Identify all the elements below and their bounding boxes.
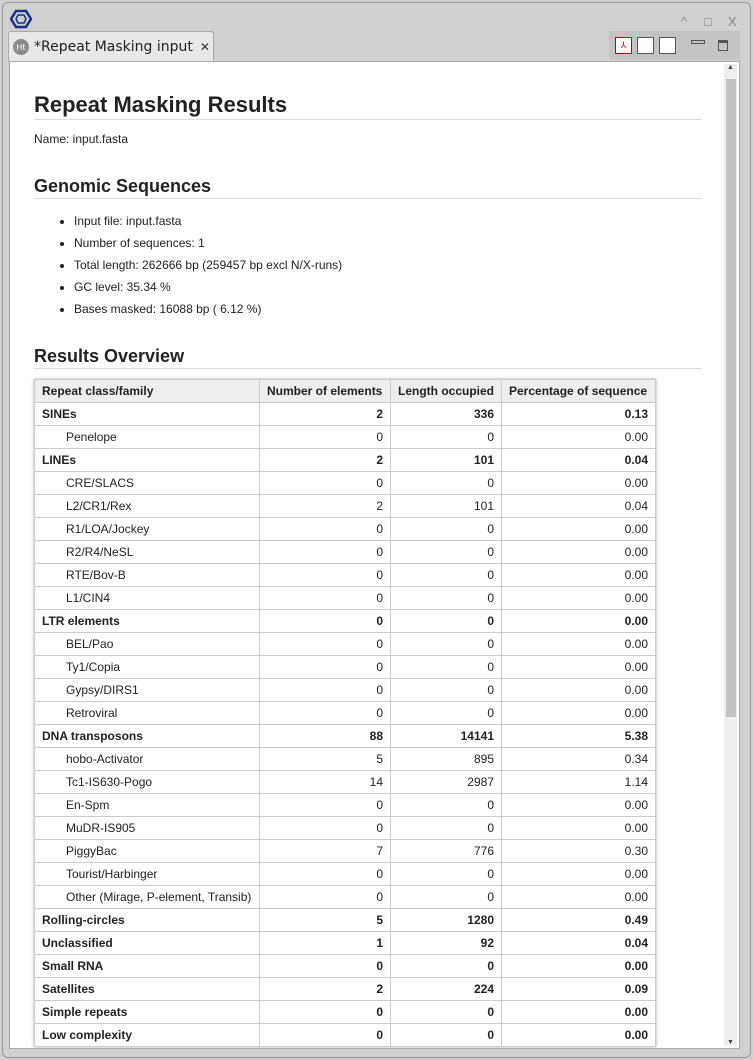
- table-row: [35, 541, 656, 564]
- repeat-class-cell: Low complexity: [35, 1024, 260, 1047]
- percentage-cell: 5.38: [502, 725, 656, 748]
- repeat-class-cell: CRE/SLACS: [35, 472, 260, 495]
- vertical-scrollbar[interactable]: [724, 64, 737, 1046]
- elements-cell: 0: [260, 518, 391, 541]
- length-cell: 0: [391, 587, 502, 610]
- table-row: [35, 564, 656, 587]
- repeat-class-cell: R2/R4/NeSL: [35, 541, 260, 564]
- elements-cell: 0: [260, 587, 391, 610]
- table-row: [35, 771, 656, 794]
- scrollbar-thumb[interactable]: [726, 79, 736, 717]
- elements-cell: 5: [260, 748, 391, 771]
- elements-cell: 0: [260, 472, 391, 495]
- elements-cell: 7: [260, 840, 391, 863]
- repeat-class-cell: Retroviral: [35, 702, 260, 725]
- elements-cell: 0: [260, 794, 391, 817]
- percentage-cell: 0.00: [502, 541, 656, 564]
- length-cell: 101: [391, 495, 502, 518]
- repeat-class-cell: Rolling-circles: [35, 909, 260, 932]
- elements-cell: 0: [260, 656, 391, 679]
- table-row: [35, 886, 656, 909]
- table-row: [35, 518, 656, 541]
- percentage-cell: 0.04: [502, 932, 656, 955]
- table-row: [35, 748, 656, 771]
- percentage-cell: 0.00: [502, 886, 656, 909]
- length-cell: 0: [391, 679, 502, 702]
- close-tab-icon[interactable]: ✕: [199, 40, 210, 54]
- length-cell: 0: [391, 702, 502, 725]
- table-row: [35, 495, 656, 518]
- table-row: [35, 725, 656, 748]
- elements-cell: 0: [260, 426, 391, 449]
- percentage-cell: 0.04: [502, 449, 656, 472]
- column-header: Length occupied: [391, 380, 502, 403]
- length-cell: 895: [391, 748, 502, 771]
- list-item: • Bases masked: 16088 bp ( 6.12 %): [74, 302, 702, 324]
- elements-cell: 2: [260, 495, 391, 518]
- repeat-class-cell: R1/LOA/Jockey: [35, 518, 260, 541]
- tab-title: *Repeat Masking input: [34, 39, 193, 55]
- percentage-cell: 0.00: [502, 679, 656, 702]
- elements-cell: 0: [260, 679, 391, 702]
- elements-cell: 88: [260, 725, 391, 748]
- table-row: [35, 587, 656, 610]
- report-view: [9, 61, 740, 1049]
- length-cell: 0: [391, 541, 502, 564]
- percentage-cell: 0.00: [502, 426, 656, 449]
- elements-cell: 0: [260, 564, 391, 587]
- length-cell: 0: [391, 656, 502, 679]
- length-cell: 0: [391, 426, 502, 449]
- page-title: Repeat Masking Results: [34, 92, 702, 120]
- close-window-button[interactable]: X: [728, 14, 737, 29]
- repeat-class-cell: L1/CIN4: [35, 587, 260, 610]
- table-row: [35, 863, 656, 886]
- repeat-class-cell: Tourist/Harbinger: [35, 863, 260, 886]
- repeat-class-cell: LTR elements: [35, 610, 260, 633]
- repeat-class-cell: Unclassified: [35, 932, 260, 955]
- repeat-class-cell: Satellites: [35, 978, 260, 1001]
- table-row: [35, 794, 656, 817]
- length-cell: 0: [391, 472, 502, 495]
- table-row: [35, 679, 656, 702]
- repeat-class-cell: L2/CR1/Rex: [35, 495, 260, 518]
- length-cell: 0: [391, 564, 502, 587]
- table-row: [35, 932, 656, 955]
- elements-cell: 2: [260, 403, 391, 426]
- elements-cell: 2: [260, 978, 391, 1001]
- length-cell: 1280: [391, 909, 502, 932]
- overview-heading: Results Overview: [34, 346, 702, 369]
- elements-cell: 0: [260, 955, 391, 978]
- percentage-cell: 0.00: [502, 794, 656, 817]
- table-row: [35, 817, 656, 840]
- percentage-cell: 0.30: [502, 840, 656, 863]
- minimize-icon[interactable]: [691, 40, 705, 44]
- list-item: • Total length: 262666 bp (259457 bp excl N/X-runs): [74, 258, 702, 280]
- table-row: [35, 702, 656, 725]
- repeat-class-cell: LINEs: [35, 449, 260, 472]
- repeat-class-cell: Tc1-IS630-Pogo: [35, 771, 260, 794]
- repeat-class-cell: RTE/Bov-B: [35, 564, 260, 587]
- repeat-class-cell: Other (Mirage, P-element, Transib): [35, 886, 260, 909]
- maximize-icon[interactable]: [718, 40, 728, 51]
- repeat-class-cell: SINEs: [35, 403, 260, 426]
- repeat-class-cell: En-Spm: [35, 794, 260, 817]
- name-line: Name: input.fasta: [34, 132, 129, 146]
- length-cell: 336: [391, 403, 502, 426]
- percentage-cell: 0.00: [502, 955, 656, 978]
- length-cell: 0: [391, 817, 502, 840]
- length-cell: 14141: [391, 725, 502, 748]
- editor-toolbar: [609, 31, 740, 60]
- elements-cell: 0: [260, 702, 391, 725]
- percentage-cell: 0.00: [502, 817, 656, 840]
- length-cell: 92: [391, 932, 502, 955]
- percentage-cell: 0.49: [502, 909, 656, 932]
- table-row: [35, 472, 656, 495]
- percentage-cell: 0.00: [502, 610, 656, 633]
- elements-cell: 0: [260, 1001, 391, 1024]
- elements-cell: 0: [260, 817, 391, 840]
- list-item: • GC level: 35.34 %: [74, 280, 702, 302]
- length-cell: 0: [391, 886, 502, 909]
- repeat-class-cell: MuDR-IS905: [35, 817, 260, 840]
- table-row: [35, 610, 656, 633]
- table-row: [35, 1024, 656, 1047]
- table-row: [35, 633, 656, 656]
- genomic-list: [74, 214, 702, 324]
- repeat-class-cell: Gypsy/DIRS1: [35, 679, 260, 702]
- repeat-class-cell: Penelope: [35, 426, 260, 449]
- length-cell: 0: [391, 518, 502, 541]
- column-header: Number of elements: [260, 380, 391, 403]
- elements-cell: 14: [260, 771, 391, 794]
- table-row: [35, 955, 656, 978]
- maximize-window-button[interactable]: □: [704, 14, 712, 29]
- app-logo-icon: [10, 9, 32, 29]
- percentage-cell: 0.04: [502, 495, 656, 518]
- elements-cell: 0: [260, 886, 391, 909]
- repeat-class-cell: PiggyBac: [35, 840, 260, 863]
- percentage-cell: 0.00: [502, 1024, 656, 1047]
- repeat-class-cell: Ty1/Copia: [35, 656, 260, 679]
- percentage-cell: 0.00: [502, 587, 656, 610]
- column-header: Percentage of sequence: [502, 380, 656, 403]
- table-row: [35, 840, 656, 863]
- scroll-up-icon[interactable]: ▲: [727, 64, 734, 71]
- percentage-cell: 0.09: [502, 978, 656, 1001]
- percentage-cell: 0.13: [502, 403, 656, 426]
- length-cell: 0: [391, 1024, 502, 1047]
- results-table: [34, 379, 656, 1047]
- repeat-class-cell: Simple repeats: [35, 1001, 260, 1024]
- list-item: • Number of sequences: 1: [74, 236, 702, 258]
- percentage-cell: 0.00: [502, 472, 656, 495]
- percentage-cell: 0.00: [502, 1001, 656, 1024]
- elements-cell: 1: [260, 932, 391, 955]
- percentage-cell: 0.00: [502, 564, 656, 587]
- repeat-class-cell: DNA transposons: [35, 725, 260, 748]
- table-row: [35, 656, 656, 679]
- elements-cell: 0: [260, 610, 391, 633]
- table-row: [35, 426, 656, 449]
- length-cell: 101: [391, 449, 502, 472]
- length-cell: 0: [391, 794, 502, 817]
- percentage-cell: 0.00: [502, 656, 656, 679]
- percentage-cell: 0.00: [502, 863, 656, 886]
- elements-cell: 0: [260, 633, 391, 656]
- repeat-class-cell: Small RNA: [35, 955, 260, 978]
- tab-repeat-masking-input[interactable]: [8, 31, 214, 62]
- elements-cell: 5: [260, 909, 391, 932]
- table-row: [35, 403, 656, 426]
- column-header: Repeat class/family: [35, 380, 260, 403]
- pdf-export-icon[interactable]: ⅄: [615, 37, 632, 54]
- save-icon[interactable]: [637, 37, 654, 54]
- length-cell: 0: [391, 863, 502, 886]
- percentage-cell: 0.00: [502, 518, 656, 541]
- collapse-window-button[interactable]: ^: [681, 14, 688, 29]
- percentage-cell: 0.00: [502, 633, 656, 656]
- length-cell: 776: [391, 840, 502, 863]
- length-cell: 0: [391, 633, 502, 656]
- elements-cell: 0: [260, 541, 391, 564]
- table-row: [35, 978, 656, 1001]
- table-row: [35, 1001, 656, 1024]
- repeat-class-cell: hobo-Activator: [35, 748, 260, 771]
- repeat-class-cell: BEL/Pao: [35, 633, 260, 656]
- length-cell: 224: [391, 978, 502, 1001]
- elements-cell: 0: [260, 1024, 391, 1047]
- elements-cell: 0: [260, 863, 391, 886]
- genomic-heading: Genomic Sequences: [34, 176, 702, 199]
- editor-tabbar: [8, 31, 740, 62]
- length-cell: 0: [391, 955, 502, 978]
- length-cell: 2987: [391, 771, 502, 794]
- percentage-cell: 0.00: [502, 702, 656, 725]
- html-file-icon: Ht: [13, 39, 29, 55]
- save-as-icon[interactable]: [659, 37, 676, 54]
- table-row: [35, 909, 656, 932]
- scroll-down-icon[interactable]: ▼: [727, 1039, 734, 1046]
- length-cell: 0: [391, 610, 502, 633]
- list-item: • Input file: input.fasta: [74, 214, 702, 236]
- percentage-cell: 1.14: [502, 771, 656, 794]
- length-cell: 0: [391, 1001, 502, 1024]
- elements-cell: 2: [260, 449, 391, 472]
- percentage-cell: 0.34: [502, 748, 656, 771]
- table-row: [35, 449, 656, 472]
